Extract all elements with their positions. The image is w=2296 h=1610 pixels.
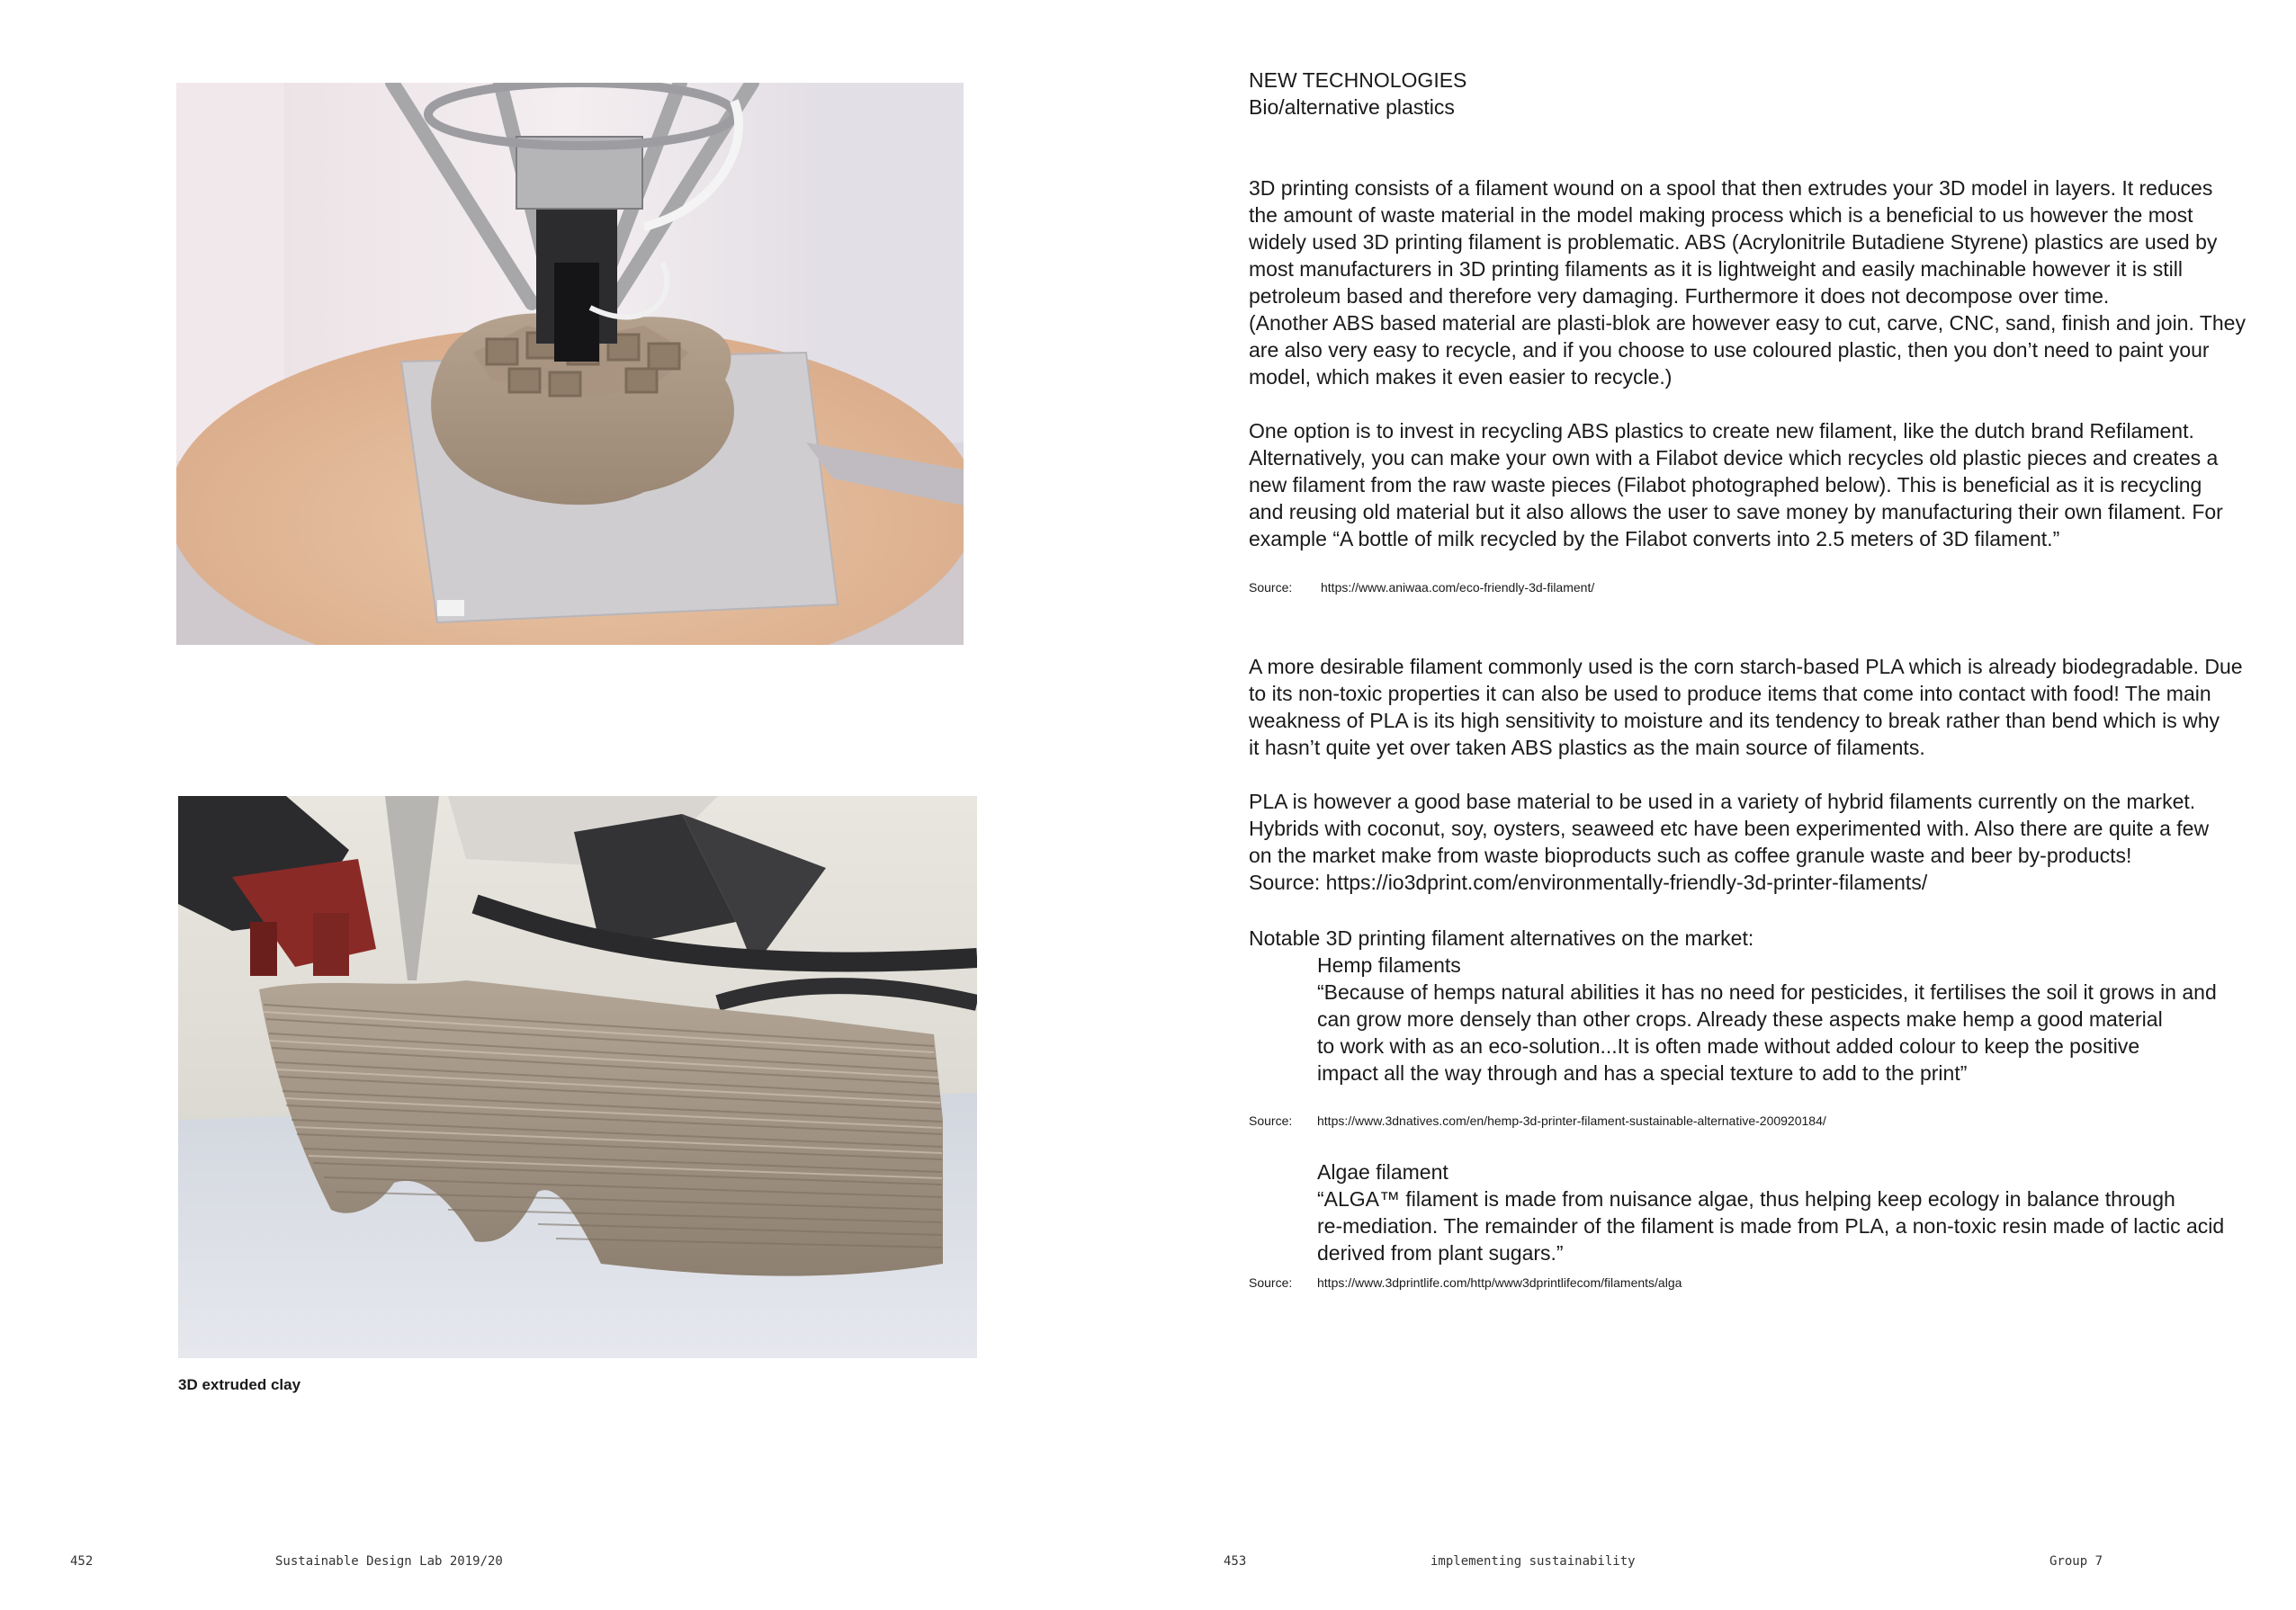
page-number-right: 453 (1224, 1554, 1247, 1569)
text-line: impact all the way through and has a special texture to add to the print” (1317, 1061, 1968, 1085)
text-line: new filament from the raw waste pieces (Filabot photographed below). This is beneficial as it is recycling (1249, 473, 2202, 496)
source-citation (1249, 1113, 1826, 1129)
footer-group-label: Group 7 (2049, 1554, 2103, 1569)
text-line: “Because of hemps natural abilities it has no need for pesticides, it fertilises the soil it grows in and (1317, 980, 2217, 1004)
algae-title: Algae filament (1317, 1160, 1448, 1184)
source-citation (1249, 579, 1594, 595)
page-number-left: 452 (70, 1554, 94, 1569)
text-line: weakness of PLA is its high sensitivity to moisture and its tendency to break rather than bend which is why (1249, 709, 2220, 732)
text-line: and reusing old material but it also allows the user to save money by manufacturing their own filament. For (1249, 500, 2223, 523)
paragraph-abs-filament (1249, 174, 2256, 390)
text-line: widely used 3D printing filament is problematic. ABS (Acrylonitrile Butadiene Styrene) plastics are used by (1249, 230, 2218, 254)
source-url[interactable]: https://www.3dnatives.com/en/hemp-3d-printer-filament-sustainable-alternative-200920184/ (1317, 1114, 1826, 1128)
text-line: A more desirable filament commonly used is the corn starch-based PLA which is already biodegradable. Due (1249, 655, 2243, 678)
paragraph-hybrids (1249, 788, 2256, 896)
paragraph-recycling (1249, 417, 2256, 552)
source-url[interactable]: https://www.3dprintlife.com/http/www3dprintlifecom/filaments/alga (1317, 1275, 1682, 1290)
text-line: example “A bottle of milk recycled by the Filabot converts into 2.5 meters of 3D filament.” (1249, 527, 2060, 550)
hemp-filament-block (1317, 952, 2235, 1087)
source-label: Source: (1249, 580, 1293, 595)
text-line: petroleum based and therefore very damaging. Furthermore it does not decompose over time. (1249, 284, 2110, 308)
text-line: to its non-toxic properties it can also be used to produce items that come into contact with food! The main (1249, 682, 2211, 705)
source-label: Source: (1249, 1275, 1293, 1290)
text-line: are also very easy to recycle, and if you choose to use coloured plastic, then you don’t need to paint your (1249, 338, 2210, 362)
source-label: Source: (1249, 1114, 1293, 1128)
section-subtitle: Bio/alternative plastics (1249, 95, 1455, 119)
text-line: “ALGA™ filament is made from nuisance algae, thus helping keep ecology in balance through (1317, 1187, 2175, 1211)
paragraph-pla (1249, 653, 2256, 761)
text-line: model, which makes it even easier to recycle.) (1249, 365, 1673, 389)
text-line: to work with as an eco-solution...It is often made without added colour to keep the positive (1317, 1034, 2140, 1058)
text-line: re-mediation. The remainder of the filament is made from PLA, a non-toxic resin made of lactic acid (1317, 1214, 2225, 1238)
text-line: (Another ABS based material are plasti-blok are however easy to cut, carve, CNC, sand, finish and join. They (1249, 311, 2246, 335)
footer-publication-title: Sustainable Design Lab 2019/20 (275, 1554, 503, 1569)
footer-section-title: implementing sustainability (1431, 1554, 1636, 1569)
hemp-title: Hemp filaments (1317, 953, 1461, 977)
photo-3d-extruded-clay (178, 796, 977, 1358)
algae-filament-block (1317, 1158, 2235, 1266)
text-line: 3D printing consists of a filament wound on a spool that then extrudes your 3D model in layers. It reduces (1249, 176, 2213, 200)
notable-alternatives-intro: Notable 3D printing filament alternatives on the market: (1249, 926, 1754, 950)
text-line: Alternatively, you can make your own with a Filabot device which recycles old plastic pieces and creates a (1249, 446, 2219, 470)
text-line: on the market make from waste bioproducts such as coffee granule waste and beer by-products! (1249, 844, 2132, 867)
text-line: it hasn’t quite yet over taken ABS plastics as the main source of filaments. (1249, 736, 1925, 759)
text-line: Hybrids with coconut, soy, oysters, seaweed etc have been experimented with. Also there are quite a few (1249, 817, 2210, 840)
text-line: PLA is however a good base material to be used in a variety of hybrid filaments currently on the market. (1249, 790, 2196, 813)
text-line: the amount of waste material in the model making process which is a beneficial to us however the most (1249, 203, 2193, 227)
text-line: derived from plant sugars.” (1317, 1241, 1564, 1265)
text-line: can grow more densely than other crops. Already these aspects make hemp a good material (1317, 1007, 2163, 1031)
photo-delta-3d-printer (176, 83, 964, 645)
source-url[interactable]: https://www.aniwaa.com/eco-friendly-3d-filament/ (1321, 580, 1595, 595)
section-title: NEW TECHNOLOGIES (1249, 68, 1467, 92)
text-line: One option is to invest in recycling ABS plastics to create new filament, like the dutch brand Refilament. (1249, 419, 2194, 443)
section-heading-block (1249, 67, 2238, 121)
photo-caption: 3D extruded clay (178, 1376, 301, 1393)
text-line: Source: https://io3dprint.com/environmentally-friendly-3d-printer-filaments/ (1249, 871, 1928, 894)
source-citation (1249, 1275, 1682, 1291)
text-line: most manufacturers in 3D printing filaments as it is lightweight and easily machinable however it is still (1249, 257, 2184, 281)
